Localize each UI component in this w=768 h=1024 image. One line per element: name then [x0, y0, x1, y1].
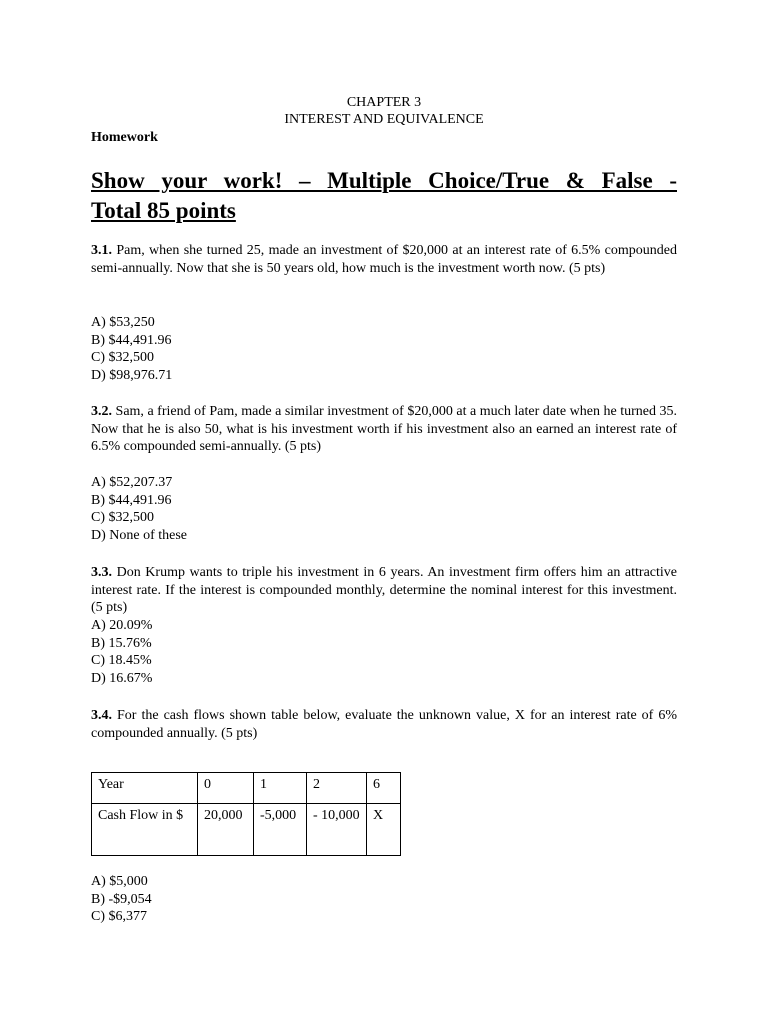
option-d: D) 16.67%	[91, 670, 153, 686]
option-b: B) $44,491.96	[91, 492, 172, 508]
table-cell: - 10,000	[307, 804, 367, 856]
option-c: C) 18.45%	[91, 653, 152, 668]
table-cell: Year	[92, 773, 198, 804]
question-text: Don Krump wants to triple his investment in 6 years. An investment firm offers him an attractive interest rate. If the interest is compounded monthly, determine the nominal interest for this investment. (5 pts)	[91, 565, 677, 615]
table-cell: 2	[307, 773, 367, 804]
table-cell: 20,000	[198, 804, 254, 856]
table-cell: -5,000	[254, 804, 307, 856]
option-c: C) $6,377	[91, 909, 147, 924]
option-b: B) 15.76%	[91, 635, 152, 651]
option-a: A) $5,000	[91, 874, 148, 889]
option-d: D) $98,976.71	[91, 367, 173, 383]
table-row	[92, 804, 401, 856]
cash-flow-table	[91, 772, 401, 856]
options-3-4	[91, 873, 677, 926]
option-a: A) $52,207.37	[91, 475, 173, 490]
heading-line-1: Show your work! – Multiple Choice/True & False -	[91, 168, 677, 193]
page-heading	[91, 166, 677, 226]
option-b: B) -$9,054	[91, 891, 152, 907]
question-3-2	[91, 403, 677, 456]
question-number: 3.1.	[91, 243, 112, 258]
chapter-title: INTEREST AND EQUIVALENCE	[284, 112, 484, 127]
heading-line-2: Total 85 points	[91, 198, 236, 223]
question-text: Pam, when she turned 25, made an investment of $20,000 at an interest rate of 6.5% compounded semi-annually. Now that she is 50 years old, how much is the investment worth now. (5 pts)	[91, 243, 677, 276]
table-cell: 0	[198, 773, 254, 804]
option-a: A) 20.09%	[91, 618, 153, 633]
chapter-label: CHAPTER 3	[346, 95, 422, 110]
homework-label: Homework	[91, 130, 158, 145]
question-text: For the cash flows shown table below, evaluate the unknown value, X for an interest rate of 6% compounded annually. (5 pts)	[91, 708, 678, 741]
question-number: 3.2.	[91, 404, 112, 419]
options-3-1	[91, 314, 677, 384]
options-3-3	[91, 617, 677, 687]
option-b: B) $44,491.96	[91, 332, 172, 348]
table-cell: 6	[367, 773, 401, 804]
table-cell: X	[367, 804, 401, 856]
table-cell: Cash Flow in $	[92, 804, 198, 856]
question-number: 3.4.	[91, 708, 112, 723]
question-3-1	[91, 242, 677, 277]
question-number: 3.3.	[91, 565, 112, 580]
option-a: A) $53,250	[91, 315, 155, 330]
question-3-3	[91, 564, 677, 617]
option-c: C) $32,500	[91, 510, 154, 525]
option-c: C) $32,500	[91, 350, 154, 365]
table-cell: 1	[254, 773, 307, 804]
table-row	[92, 773, 401, 804]
option-d: D) None of these	[91, 527, 188, 543]
options-3-2	[91, 474, 677, 544]
question-text: Sam, a friend of Pam, made a similar investment of $20,000 at a much later date when he turned 35. Now that he is also 50, what is his investment worth if his investment also an earned an interest rate of 6.5% compounded semi-annually. (5 pts)	[91, 404, 677, 454]
question-3-4	[91, 707, 677, 742]
